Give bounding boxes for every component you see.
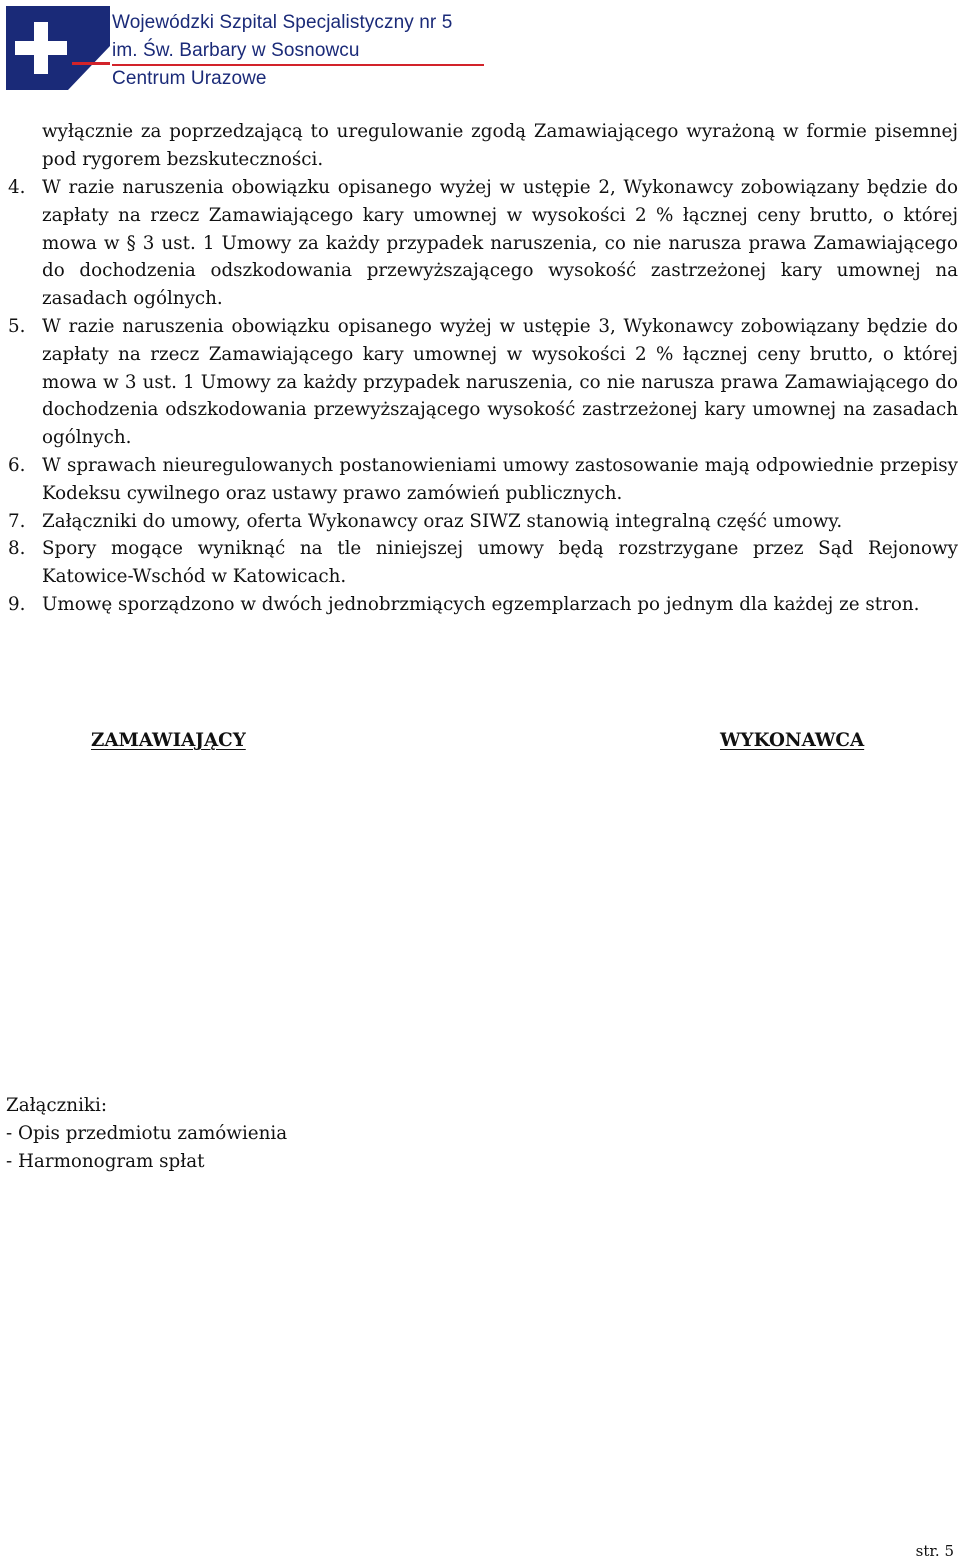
clause-number: 9. [8, 593, 26, 615]
clause-text: Umowę sporządzono w dwóch jednobrzmiących egzemplarzach po jednym dla każdej ze stron. [42, 593, 920, 615]
hospital-unit: Centrum Urazowe [112, 68, 267, 89]
attachments-title: Załączniki: [6, 1095, 108, 1116]
clause-item [0, 313, 958, 452]
clause-item [0, 174, 958, 313]
clause-text: W sprawach nieuregulowanych postanowieniami umowy zastosowanie mają odpowiednie przepisy Kodeksu cywilnego oraz ustawy prawo zamówień publicznych. [42, 454, 958, 504]
clause-item [0, 452, 958, 508]
clause-number: 5. [8, 315, 26, 337]
clause-item [0, 508, 958, 536]
clause-item [0, 535, 958, 591]
clause-list [0, 174, 958, 619]
attachment-item: - Harmonogram spłat [6, 1151, 205, 1172]
hospital-name: Wojewódzki Szpital Specjalistyczny nr 5 [112, 12, 453, 33]
clause-number: 8. [8, 538, 26, 560]
clause-text: W razie naruszenia obowiązku opisanego wyżej w ustępie 3, Wykonawcy zobowiązany będzie do zapłaty na rzecz Zamawiającego kary umownej w wysokości 2 % łącznej ceny brutto, o której mowa w 3 ust. 1 Umowy za każdy przypadek naruszenia, co nie narusza prawa Zamawiającego do dochodzenia odszkodowania przewyższającego wysokość zastrzeżonej kary umownej na zasadach ogólnych. [42, 315, 958, 449]
attachment-item: - Opis przedmiotu zamówienia [6, 1123, 288, 1144]
clause-text: Spory mogące wyniknąć na tle niniejszej umowy będą rozstrzygane przez Sąd Rejonowy Katowice-Wschód w Katowicach. [42, 538, 958, 588]
hospital-patron: im. Św. Barbary w Sosnowcu [112, 40, 360, 61]
page-number: str. 5 [915, 1542, 954, 1560]
clause-number: 4. [8, 177, 26, 198]
clause-number: 7. [8, 510, 26, 532]
clause-number: 6. [8, 454, 26, 476]
document-header [6, 6, 486, 90]
signature-contractor: WYKONAWCA [720, 730, 865, 751]
clause-item [0, 591, 958, 619]
clause-text: Załączniki do umowy, oferta Wykonawcy oraz SIWZ stanowią integralną część umowy. [42, 510, 843, 532]
header-divider [112, 64, 484, 66]
continued-paragraph: wyłącznie za poprzedzającą to uregulowanie zgodą Zamawiającego wyrażoną w formie pisemnej pod rygorem bezskuteczności. [42, 121, 958, 170]
attachments-section [6, 1092, 287, 1176]
medical-cross-icon [6, 6, 110, 90]
signature-ordering-party: ZAMAWIAJĄCY [91, 730, 246, 751]
clause-text: W razie naruszenia obowiązku opisanego wyżej w ustępie 2, Wykonawcy zobowiązany będzie do zapłaty na rzecz Zamawiającego kary umownej w wysokości 2 % łącznej ceny brutto, o której mowa w § 3 ust. 1 Umowy za każdy przypadek naruszenia, co nie narusza prawa Zamawiającego do dochodzenia odszkodowania przewyższającego wysokość zastrzeżonej kary umownej na zasadach ogólnych. [42, 177, 958, 310]
